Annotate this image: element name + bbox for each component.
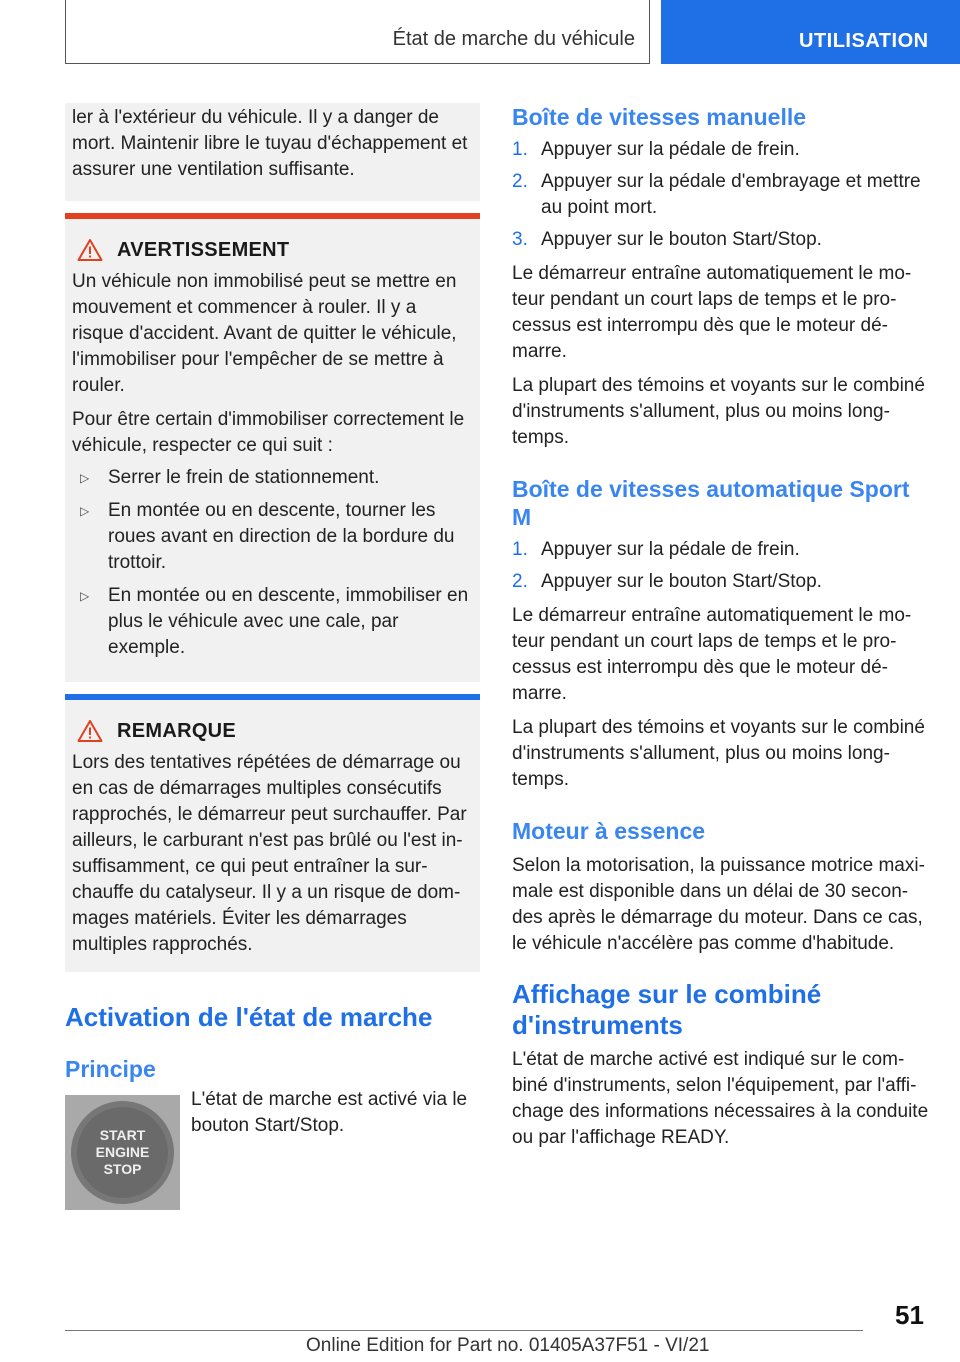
display-text: L'état de marche activé est indiqué sur le combiné d'instruments, selon l'équipement, par l'affichage des informations nécessaires à la conduite ou par l'affichage READY. [512,1049,929,1148]
petrol-heading: Moteur à essence [512,818,706,844]
warning-box [65,213,480,682]
manual-heading: Boîte de vitesses manuelle [512,104,807,130]
note-text: Lors des tentatives répétées de démarrage ou en cas de démarrages multiples consécutifs rapprochés, le démarreur peut surchauffer. Par ailleurs, le carburant n'est pas brûlé ou l'est insuffisamment, ce qui peut entraîner la surchauffe du catalyseur. Il y a un risque de dommages matériels. Éviter les démarrages multiples rapprochés. [72,752,467,955]
top-box-text: ler à l'extérieur du véhicule. Il y a danger de mort. Maintenir libre le tuyau d'échappement et assurer une ventilation suffisante. [72,107,468,180]
section-title: État de marche du véhicule [392,28,635,50]
warning-triangle-icon [77,719,103,743]
header-section-box [65,0,650,64]
warning-para-2: Pour être certain d'immobiliser correctement le véhicule, respecter ce qui suit : [72,409,465,456]
manual-para-2: La plupart des témoins et voyants sur le combiné d'instruments s'allument, plus ou moins longtemps. [512,375,925,448]
auto-para-1: Le démarreur entraîne automatiquement le moteur pendant un court laps de temps et le processus est interrompu dès que le moteur démarre. [512,605,912,704]
list-item: ▷ Serrer le frein de stationnement. [72,465,473,491]
warning-bullet-list [72,465,473,661]
list-item: 2. Appuyer sur le bouton Start/Stop. [512,571,822,592]
footer-divider [65,1330,863,1331]
note-box [65,694,480,972]
auto-heading: Boîte de vitesses automatique Sport M [512,476,910,530]
warning-triangle-icon [77,238,103,262]
left-column [65,103,480,1210]
triangle-bullet-icon: ▷ [80,504,90,518]
note-label: REMARQUE [117,719,237,742]
footer-edition: Online Edition for Part no. 01405A37F51 - VI/21 [306,1335,710,1356]
list-item: 2. Appuyer sur la pédale d'embrayage et mettre au point mort. [512,171,921,218]
manual-steps [512,137,932,253]
warning-para-1: Un véhicule non immobilisé peut se mettre en mouvement et commencer à rouler. Il y a risque d'accident. Avant de quitter le véhicule, l'immobiliser pour l'empêcher de se mettre à rouler. [72,271,457,396]
principe-row [65,1087,480,1210]
list-item: ▷ En montée ou en descente, tourner les roues avant en direction de la bordure du trottoir. [72,498,473,576]
list-item: 1. Appuyer sur la pédale de frein. [512,139,800,160]
manual-para-1: Le démarreur entraîne automatiquement le moteur pendant un court laps de temps et le processus est interrompu dès que le moteur démarre. [512,263,912,362]
top-continued-box [65,103,480,201]
start-stop-button-photo [65,1095,180,1210]
button-photo-line: STOP [103,1161,142,1177]
triangle-bullet-icon: ▷ [80,471,90,485]
list-item: 1. Appuyer sur la pédale de frein. [512,539,800,560]
page-number: 51 [895,1300,924,1330]
button-photo-line: START [99,1127,146,1143]
petrol-text: Selon la motorisation, la puissance motrice maximale est disponible dans un délai de 30 secondes après le démarrage du moteur. Dans ce cas, le véhicule n'accélère pas comme d'habitude. [512,855,925,954]
list-item: 3. Appuyer sur le bouton Start/Stop. [512,229,822,250]
principe-heading: Principe [65,1056,156,1082]
principe-text: L'état de marche est activé via le bouton Start/Stop. [191,1089,468,1136]
right-column [512,103,932,1151]
auto-para-2: La plupart des témoins et voyants sur le combiné d'instruments s'allument, plus ou moins longtemps. [512,717,925,790]
activation-heading: Activation de l'état de marche [65,1002,433,1032]
auto-steps [512,537,932,595]
chapter-title: UTILISATION [799,30,929,52]
warning-label: AVERTISSEMENT [117,238,290,261]
button-photo-line: ENGINE [95,1144,150,1160]
chapter-tab [661,0,960,64]
list-item: ▷ En montée ou en descente, immobiliser en plus le véhicule avec une cale, par exemple. [72,583,473,661]
display-heading: Affichage sur le combiné d'instruments [512,979,822,1040]
triangle-bullet-icon: ▷ [80,589,90,603]
